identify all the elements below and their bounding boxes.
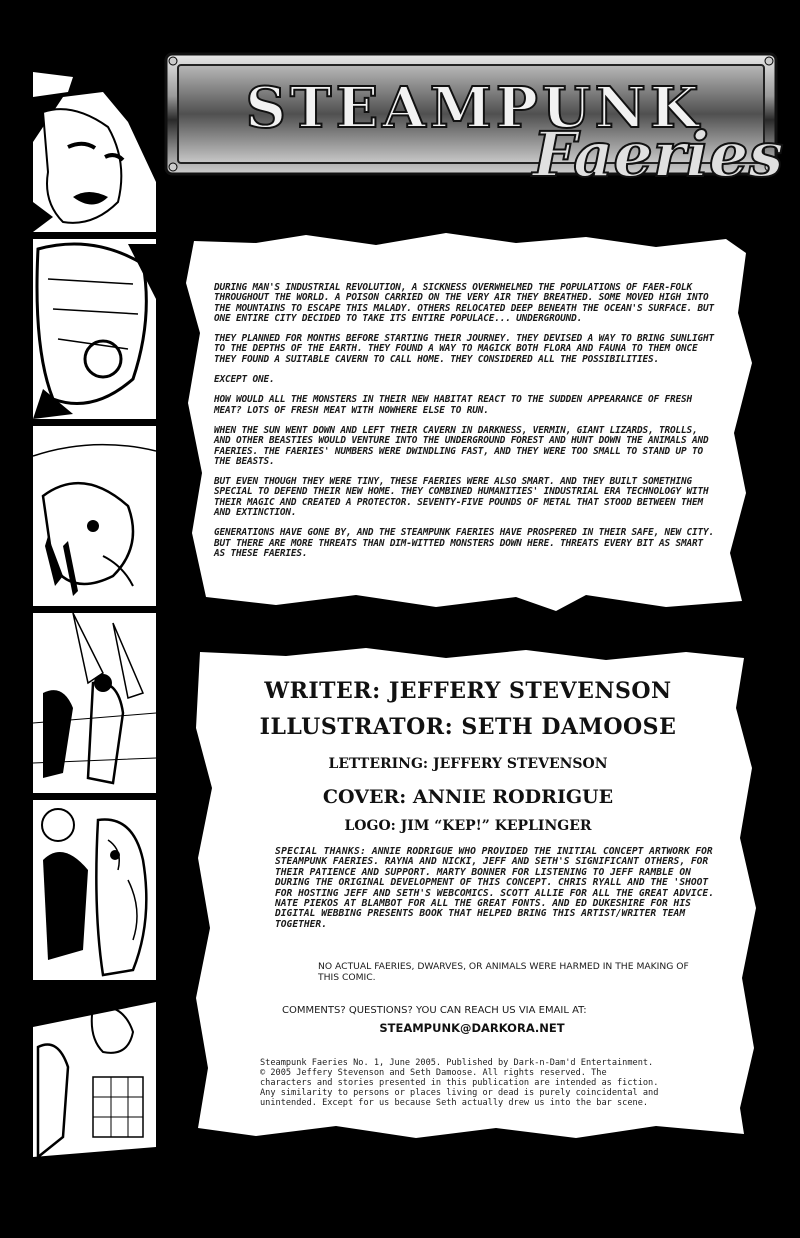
legal-line: characters and stories presented in this publication are intended as fiction. — [260, 1078, 659, 1088]
story-paragraph: DURING MAN'S INDUSTRIAL REVOLUTION, A SICKNESS OVERWHELMED THE POPULATIONS OF FAER-FOLK THROUGHOUT THE WORLD. A POISON CARRIED ON THE VERY AIR THEY BREATHED. SOME MOVED HIGH INTO THE MOUNTAINS TO ESCAPE THIS MALADY. OTHERS RELOCATED DEEP BENEATH THE OCEAN'S SURFACE. BUT ONE ENTIRE CITY DECIDED TO TAKE ITS ENTIRE POPULACE... UNDERGROUND. — [214, 282, 714, 324]
story-text — [214, 283, 714, 569]
panel-3-art — [33, 426, 156, 606]
credit-cover: COVER: ANNIE RODRIGUE — [322, 786, 614, 808]
panel-2-art — [33, 239, 156, 419]
legal-notice — [260, 1058, 730, 1108]
special-thanks — [275, 847, 715, 930]
comic-panel-5 — [33, 800, 156, 980]
credit-illustrator: ILLUSTRATOR: SETH DAMOOSE — [259, 714, 677, 740]
legal-line: unintended. Except for us because Seth actually drew us into the bar scene. — [260, 1098, 649, 1108]
comic-panel-1 — [33, 52, 156, 232]
panel-4-art — [33, 613, 156, 793]
logo-subtitle: Faeries — [532, 118, 784, 191]
story-paragraph: BUT EVEN THOUGH THEY WERE TINY, THESE FAERIES WERE ALSO SMART. AND THEY BUILT SOMETHING SPECIAL TO DEFEND THEIR NEW HOME. THEY COMBINED HUMANITIES' INDUSTRIAL ERA TECHNOLOGY WITH THEIR MAGIC AND CREATED A PROTECTOR. SEVENTY-FIVE POUNDS OF METAL THAT STOOD BETWEEN THEM AND EXTINCTION. — [214, 476, 709, 519]
legal-line: © 2005 Jeffery Stevenson and Seth Damoose. All rights reserved. The — [260, 1068, 607, 1078]
logo-title: STEAMPUNK — [245, 75, 703, 141]
legal-line: Any similarity to persons or places living or dead is purely coincidental and — [260, 1088, 659, 1098]
story-paragraph: THEY PLANNED FOR MONTHS BEFORE STARTING THEIR JOURNEY. THEY DEVISED A WAY TO BRING SUNLIGHT TO THE DEPTHS OF THE EARTH. THEY FOUND A WAY TO MAGICK BOTH FLORA AND FAUNA TO THEM ONCE THEY FOUND A SUITABLE CAVERN TO CALL HOME. THEY CONSIDERED ALL THE POSSIBILITIES. — [214, 333, 714, 365]
comic-panel-4 — [33, 613, 156, 793]
credit-logo: LOGO: JIM “KEP!” KEPLINGER — [344, 818, 592, 834]
story-paragraph: EXCEPT ONE. — [214, 374, 275, 386]
story-paragraph: HOW WOULD ALL THE MONSTERS IN THEIR NEW HABITAT REACT TO THE SUDDEN APPEARANCE OF FRESH MEAT? LOTS OF FRESH MEAT WITH NOWHERE ELSE TO RUN. — [214, 394, 692, 416]
story-paragraph: GENERATIONS HAVE GONE BY, AND THE STEAMPUNK FAERIES HAVE PROSPERED IN THEIR SAFE, NEW CITY. BUT THERE ARE MORE THREATS THAN DIM-WITTED MONSTERS DOWN HERE. THREATS EVERY BIT AS SMART AS THESE FAERIES. — [214, 527, 714, 559]
panel-1-art — [33, 52, 156, 232]
contact-prompt: COMMENTS? QUESTIONS? YOU CAN REACH US VIA EMAIL AT: — [282, 1005, 587, 1016]
special-thanks-label: SPECIAL THANKS: — [275, 846, 367, 857]
contact-email-link[interactable]: STEAMPUNK@DARKORA.NET — [379, 1021, 565, 1035]
credit-lettering: LETTERING: JEFFERY STEVENSON — [328, 756, 608, 772]
comic-panel-6 — [33, 987, 156, 1170]
panel-6-art — [33, 987, 156, 1170]
comic-panel-3 — [33, 426, 156, 606]
logo — [164, 52, 792, 220]
panel-5-art — [33, 800, 156, 980]
comic-panel-2 — [33, 239, 156, 419]
disclaimer: NO ACTUAL FAERIES, DWARVES, OR ANIMALS WERE HARMED IN THE MAKING OF THIS COMIC. — [318, 961, 689, 983]
panel-strip — [33, 52, 156, 1170]
credit-writer: WRITER: JEFFERY STEVENSON — [264, 678, 672, 704]
story-paragraph: WHEN THE SUN WENT DOWN AND LEFT THEIR CAVERN IN DARKNESS, VERMIN, GIANT LIZARDS, TROLLS, AND OTHER BEASTIES WOULD VENTURE INTO THE UNDERGROUND FOREST AND HUNT DOWN THE ANIMALS AND FAERIES. THE FAERIES' NUMBERS WERE DWINDLING FAST, AND THEY WERE TOO SMALL TO STAND UP TO THE BEASTS. — [214, 424, 709, 467]
special-thanks-body: ANNIE RODRIGUE WHO PROVIDED THE INITIAL CONCEPT ARTWORK FOR STEAMPUNK FAERIES. RAYNA AND NICKI, JEFF AND SETH'S SIGNIFICANT OTHERS, FOR THEIR PATIENCE AND SUPPORT. MARTY BONNER FOR LISTENING TO JEFF RAMBLE ON DURING THE ORIGINAL DEVELOPMENT OF THIS CONCEPT. CHRIS RYALL AND THE 'SHOOT FOR HOSTING JEFF AND SETH'S WEBCOMICS. SCOTT ALLIE FOR ALL THE GREAT ADVICE. NATE PIEKOS AT BLAMBOT FOR ALL THE GREAT FONTS. AND ED DUKESHIRE FOR HIS DIGITAL WEBBING PRESENTS BOOK THAT HELPED BRING THIS ARTIST/WRITER TEAM TOGETHER. — [275, 846, 714, 930]
legal-line: Steampunk Faeries No. 1, June 2005. Published by Dark-n-Dam'd Entertainment. — [260, 1058, 654, 1068]
